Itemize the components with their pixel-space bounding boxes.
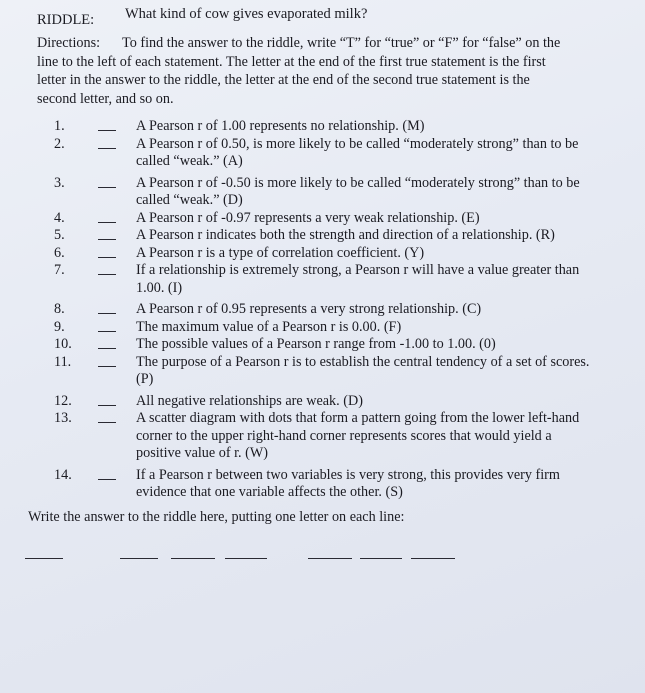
answer-blank[interactable]	[94, 175, 122, 210]
statement-text: If a Pearson r between two variables is very strong, this provides very firm evidence that one variable affects the other. (S)	[136, 466, 560, 500]
answer-letter-line[interactable]	[120, 558, 158, 559]
statement-number: 7.	[54, 262, 65, 278]
statement-text: All negative relationships are weak. (D)	[136, 392, 363, 409]
statement-item	[36, 301, 596, 319]
statement-number: 14.	[54, 466, 72, 483]
answer-letter-line[interactable]	[171, 558, 215, 559]
directions	[37, 34, 562, 108]
statement-number: 11.	[54, 353, 72, 370]
answer-blank[interactable]	[94, 301, 122, 319]
answer-blank[interactable]	[94, 118, 122, 136]
answer-blank[interactable]	[94, 227, 122, 245]
answer-blank[interactable]	[94, 354, 122, 389]
answer-blank[interactable]	[94, 410, 122, 463]
statement-text: The possible values of a Pearson r range from -1.00 to 1.00. (0)	[136, 336, 496, 352]
statement-item	[36, 175, 596, 210]
statement-item	[36, 336, 596, 354]
statement-item	[36, 319, 596, 337]
answer-lines	[25, 558, 625, 564]
statement-number: 9.	[54, 318, 65, 335]
statement-text: The maximum value of a Pearson r is 0.00. (F)	[136, 318, 402, 335]
statement-item	[36, 118, 596, 136]
answer-blank[interactable]	[94, 136, 122, 171]
statement-text: A Pearson r of -0.97 represents a very weak relationship. (E)	[136, 209, 480, 226]
statement-number: 6.	[54, 244, 65, 261]
statement-number: 3.	[54, 174, 65, 191]
answer-letter-line[interactable]	[25, 558, 63, 559]
statement-number: 2.	[54, 135, 65, 152]
answer-letter-line[interactable]	[360, 558, 402, 559]
answer-blank[interactable]	[94, 210, 122, 228]
statement-item	[36, 210, 596, 228]
statement-item	[36, 354, 596, 389]
directions-text: To find the answer to the riddle, write “T” for “true” or “F” for “false” on the line to the left of each statement. The letter at the end of the first true statement is the first letter in the answer to the riddle, the letter at the end of the second true statement is the second letter, and so on.	[37, 35, 561, 107]
directions-label: Directions:	[37, 35, 101, 51]
statement-number: 13.	[54, 410, 72, 426]
answer-blank[interactable]	[94, 467, 122, 502]
riddle-label: RIDDLE:	[37, 12, 95, 28]
statement-text: A Pearson r indicates both the strength and direction of a relationship. (R)	[136, 227, 555, 243]
statement-text: A Pearson r of 0.95 represents a very strong relationship. (C)	[136, 301, 482, 317]
statement-number: 8.	[54, 301, 65, 317]
answer-blank[interactable]	[94, 245, 122, 263]
statement-text: A scatter diagram with dots that form a pattern going from the lower left-hand corner to the upper right-hand corner represents scores that would yield a positive value of r. (W)	[136, 410, 580, 461]
statement-item	[36, 262, 596, 297]
answer-blank[interactable]	[94, 336, 122, 354]
statement-text: A Pearson r is a type of correlation coefficient. (Y)	[136, 244, 425, 261]
statement-item	[36, 136, 596, 171]
statement-number: 12.	[54, 392, 72, 409]
answer-blank[interactable]	[94, 393, 122, 411]
statement-item	[36, 467, 596, 502]
statement-number: 1.	[54, 118, 65, 134]
riddle-question: What kind of cow gives evaporated milk?	[125, 6, 368, 22]
statement-item	[36, 245, 596, 263]
statement-text: The purpose of a Pearson r is to establish the central tendency of a set of scores. (P)	[136, 353, 590, 387]
statement-text: If a relationship is extremely strong, a Pearson r will have a value greater than 1.00. (I)	[136, 262, 580, 296]
statement-number: 10.	[54, 336, 72, 352]
answer-letter-line[interactable]	[411, 558, 455, 559]
statement-number: 4.	[54, 209, 65, 226]
statement-item	[36, 410, 596, 463]
statement-number: 5.	[54, 227, 65, 243]
statement-item	[36, 393, 596, 411]
statement-text: A Pearson r of 0.50, is more likely to be called “moderately strong” than to be called “weak.” (A)	[136, 135, 579, 169]
answer-blank[interactable]	[94, 319, 122, 337]
statement-list	[36, 118, 596, 502]
answer-letter-line[interactable]	[308, 558, 352, 559]
statement-text: A Pearson r of -0.50 is more likely to be called “moderately strong” than to be called “weak.” (D)	[136, 174, 580, 208]
answer-letter-line[interactable]	[225, 558, 267, 559]
answer-prompt: Write the answer to the riddle here, putting one letter on each line:	[28, 509, 405, 525]
statement-text: A Pearson r of 1.00 represents no relationship. (M)	[136, 118, 425, 134]
statement-item	[36, 227, 596, 245]
answer-blank[interactable]	[94, 262, 122, 297]
